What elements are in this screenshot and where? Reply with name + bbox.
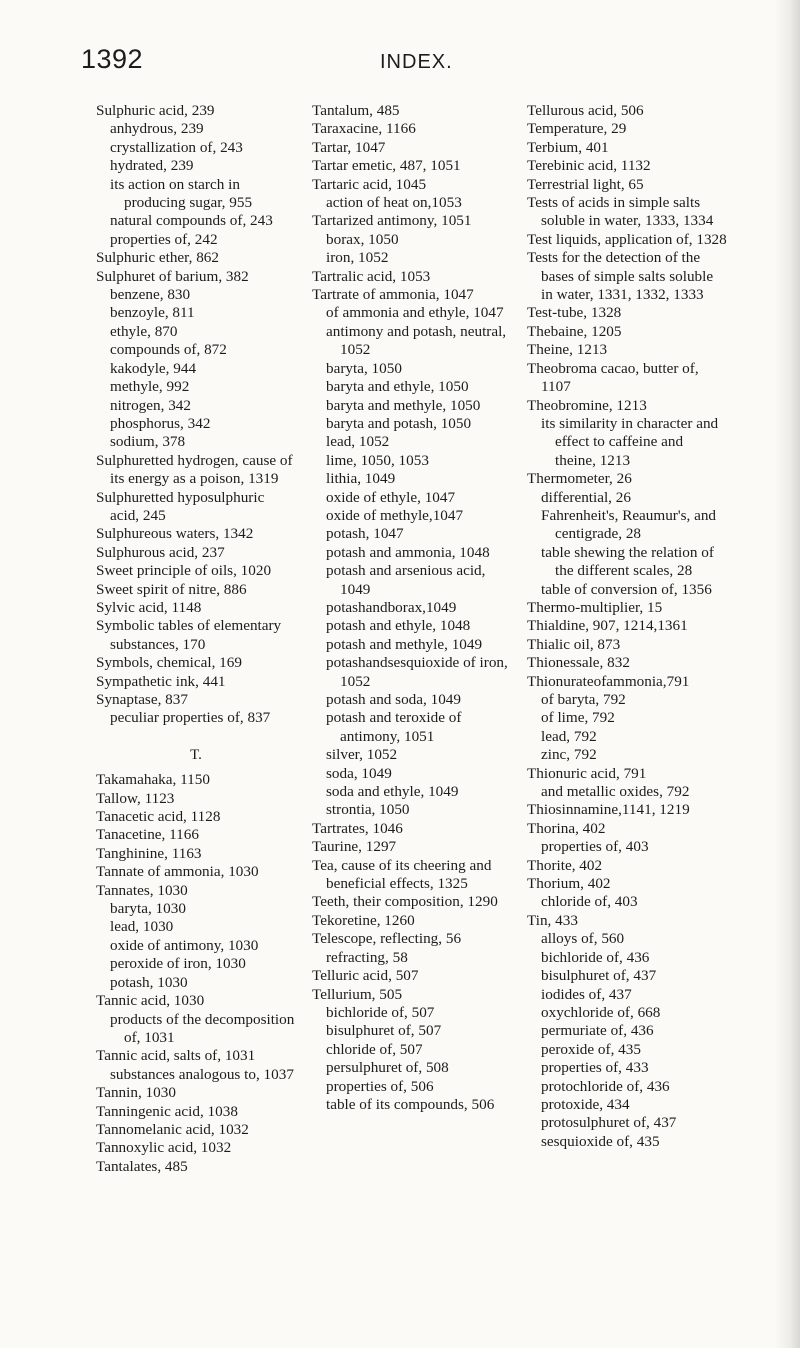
index-subentry: permuriate of, 436 — [541, 1022, 654, 1040]
index-subentry: sesquioxide of, 435 — [541, 1132, 660, 1150]
index-subentry: baryta and ethyle, 1050 — [326, 378, 469, 396]
index-subentry: potashandsesquioxide of iron, 1052 — [326, 654, 508, 690]
index-subentry: properties of, 506 — [326, 1077, 434, 1095]
index-column-2 — [312, 102, 510, 1114]
index-subentry: peroxide of, 435 — [541, 1040, 641, 1058]
index-subentry: baryta, 1050 — [326, 359, 402, 377]
index-subentry: of lime, 792 — [541, 709, 615, 727]
index-entry: Teeth, their composition, 1290 — [312, 893, 498, 911]
index-subentry: potash, 1030 — [110, 973, 188, 991]
index-entry: Tartrate of ammonia, 1047 — [312, 286, 474, 304]
index-subentry: protochloride of, 436 — [541, 1077, 670, 1095]
index-subentry: lead, 792 — [541, 727, 597, 745]
index-subentry: baryta, 1030 — [110, 900, 186, 918]
index-entry: Thebaine, 1205 — [527, 322, 622, 340]
index-subentry: oxide of ethyle, 1047 — [326, 488, 456, 506]
index-entry: Thermo-multiplier, 15 — [527, 598, 663, 616]
index-subentry: action of heat on,1053 — [326, 194, 462, 212]
index-entry: Tantalum, 485 — [312, 102, 400, 119]
index-entry: Tellurium, 505 — [312, 985, 403, 1003]
index-entry: Thorium, 402 — [527, 875, 611, 893]
index-entry: Tartralic acid, 1053 — [312, 267, 431, 285]
index-subentry: protoxide, 434 — [541, 1095, 630, 1113]
index-subentry: antimony and potash, neutral, 1052 — [326, 322, 507, 359]
index-entry: Sulphuric acid, 239 — [96, 102, 215, 119]
index-subentry: products of the decomposition of, 1031 — [110, 1010, 295, 1046]
index-subentry: anhydrous, 239 — [110, 120, 204, 138]
index-subentry: of baryta, 792 — [541, 691, 626, 708]
index-entry: Sulphuret of barium, 382 — [96, 267, 249, 285]
index-entry: Taurine, 1297 — [312, 838, 397, 856]
index-entry: Thiosinnamine,1141, 1219 — [527, 801, 690, 819]
index-entry: Terrestrial light, 65 — [527, 175, 644, 193]
index-subentry: bisulphuret of, 507 — [326, 1022, 442, 1040]
index-entry: Tartar, 1047 — [312, 138, 386, 156]
index-subentry: compounds of, 872 — [110, 341, 227, 359]
index-entry: Taraxacine, 1166 — [312, 120, 416, 138]
index-subentry: chloride of, 507 — [326, 1040, 423, 1058]
index-entry: Test liquids, application of, 1328 — [527, 230, 727, 248]
index-entry: Tannic acid, 1030 — [96, 992, 205, 1010]
index-entry: Test-tube, 1328 — [527, 304, 622, 322]
index-entry: Tanacetic acid, 1128 — [96, 808, 221, 826]
index-subentry: bichloride of, 436 — [541, 948, 650, 966]
index-subentry: potash and ethyle, 1048 — [326, 617, 471, 635]
index-subentry: oxychloride of, 668 — [541, 1003, 661, 1021]
index-subentry: bisulphuret of, 437 — [541, 967, 657, 985]
index-entry: Terbium, 401 — [527, 138, 609, 156]
index-column-3 — [527, 102, 727, 1151]
index-entry: Tea, cause of its cheering and beneficial effects, 1325 — [312, 856, 492, 893]
index-subentry: ethyle, 870 — [110, 322, 178, 340]
index-entry: Terebinic acid, 1132 — [527, 157, 651, 175]
index-subentry: soda and ethyle, 1049 — [326, 783, 459, 801]
index-subentry: Fahrenheit's, Reaumur's, and centigrade, 28 — [541, 506, 717, 543]
index-subentry: crystallization of, 243 — [110, 138, 243, 156]
index-entry: Symbolic tables of elementary substances, 170 — [96, 617, 282, 653]
index-entry: Tests of acids in simple salts soluble in water, 1333, 1334 — [527, 194, 714, 230]
index-subentry: potash and teroxide of antimony, 1051 — [326, 709, 462, 745]
index-subentry: of ammonia and ethyle, 1047 — [326, 304, 504, 322]
index-subentry: its similarity in character and effect to caffeine and theine, 1213 — [541, 414, 719, 469]
index-entry: Thialic oil, 873 — [527, 635, 621, 653]
index-entry: Tannates, 1030 — [96, 881, 188, 899]
index-entry: Tantalates, 485 — [96, 1157, 188, 1175]
index-subentry: benzene, 830 — [110, 286, 191, 304]
index-subentry: refracting, 58 — [326, 948, 408, 966]
index-entry: Telluric acid, 507 — [312, 967, 419, 985]
index-entry: Tannomelanic acid, 1032 — [96, 1120, 249, 1138]
index-subentry: differential, 26 — [541, 488, 631, 506]
index-entry: Telescope, reflecting, 56 — [312, 930, 462, 948]
index-entry: Sweet spirit of nitre, 886 — [96, 580, 247, 598]
index-entry: Tannoxylic acid, 1032 — [96, 1139, 232, 1157]
index-subentry: properties of, 242 — [110, 230, 218, 248]
index-subentry: lead, 1030 — [110, 918, 174, 936]
index-subentry: potash and soda, 1049 — [326, 691, 461, 708]
index-subentry: properties of, 433 — [541, 1059, 649, 1077]
index-subentry: table shewing the relation of the different scales, 28 — [541, 543, 714, 580]
index-subentry: benzoyle, 811 — [110, 304, 195, 322]
index-entry: Tallow, 1123 — [96, 789, 175, 807]
index-entry: Sulphureous waters, 1342 — [96, 525, 254, 543]
index-subentry: peroxide of iron, 1030 — [110, 955, 246, 973]
index-entry: Tartar emetic, 487, 1051 — [312, 157, 461, 175]
index-entry: Theobroma cacao, butter of, 1107 — [527, 359, 699, 396]
index-column-1 — [96, 102, 296, 1176]
index-subentry: chloride of, 403 — [541, 893, 638, 911]
index-entry: Sweet principle of oils, 1020 — [96, 562, 272, 580]
index-entry: Thionurateofammonia,791 — [527, 672, 690, 690]
index-subentry: alloys of, 560 — [541, 930, 625, 948]
index-subentry: substances analogous to, 1037 — [110, 1065, 294, 1083]
index-subentry: baryta and potash, 1050 — [326, 414, 472, 432]
index-entry: Tanacetine, 1166 — [96, 826, 199, 844]
index-subentry: table of its compounds, 506 — [326, 1095, 495, 1113]
index-entry: Takamahaka, 1150 — [96, 771, 210, 789]
index-entry: Tartarized antimony, 1051 — [312, 212, 472, 230]
index-entry: Tin, 433 — [527, 911, 578, 929]
index-entry: Theobromine, 1213 — [527, 396, 647, 414]
index-subentry: borax, 1050 — [326, 230, 399, 248]
index-entry: Thialdine, 907, 1214,1361 — [527, 617, 688, 635]
index-subentry: nitrogen, 342 — [110, 396, 191, 414]
index-subentry: natural compounds of, 243 — [110, 212, 273, 230]
index-subentry: bichloride of, 507 — [326, 1003, 435, 1021]
index-subentry: potash and arsenious acid, 1049 — [326, 562, 486, 598]
index-subentry: oxide of antimony, 1030 — [110, 936, 259, 954]
index-subentry: its action on starch in producing sugar, 955 — [110, 175, 253, 212]
page-number: 1392 — [81, 44, 144, 74]
index-entry: Tellurous acid, 506 — [527, 102, 644, 119]
running-head: INDEX. — [380, 51, 453, 73]
index-entry: Synaptase, 837 — [96, 691, 188, 708]
index-entry: Thionuric acid, 791 — [527, 764, 647, 782]
index-entry: Symbols, chemical, 169 — [96, 654, 242, 672]
index-entry: Sympathetic ink, 441 — [96, 672, 226, 690]
index-subentry: iodides of, 437 — [541, 985, 632, 1003]
section-letter-heading: T. — [190, 746, 202, 763]
index-entry: Tanningenic acid, 1038 — [96, 1102, 238, 1120]
index-subentry: iron, 1052 — [326, 249, 389, 267]
index-subentry: potash and methyle, 1049 — [326, 635, 483, 653]
index-subentry: strontia, 1050 — [326, 801, 410, 819]
index-subentry: properties of, 403 — [541, 838, 649, 856]
index-subentry: methyle, 992 — [110, 378, 190, 396]
index-entry: Tartaric acid, 1045 — [312, 175, 427, 193]
index-entry: Sulphuric ether, 862 — [96, 249, 219, 267]
index-entry: Thorina, 402 — [527, 819, 606, 837]
index-entry: Thermometer, 26 — [527, 470, 632, 488]
index-subentry: lime, 1050, 1053 — [326, 451, 429, 469]
index-subentry: zinc, 792 — [541, 746, 597, 764]
index-entry: Tannate of ammonia, 1030 — [96, 863, 259, 881]
index-subentry: sodium, 378 — [110, 433, 186, 451]
index-entry: Sulphuretted hyposulphuric acid, 245 — [96, 488, 265, 524]
index-entry: Thorite, 402 — [527, 856, 603, 874]
page-edge-shadow — [774, 0, 800, 1348]
index-entry: Tekoretine, 1260 — [312, 911, 415, 929]
index-entry: Theine, 1213 — [527, 341, 608, 359]
index-entry: Sulphurous acid, 237 — [96, 543, 225, 561]
index-subentry: potash, 1047 — [326, 525, 404, 543]
index-entry: Tartrates, 1046 — [312, 819, 403, 837]
index-entry: Tannin, 1030 — [96, 1084, 176, 1102]
index-subentry: potash and ammonia, 1048 — [326, 543, 490, 561]
index-subentry: potashandborax,1049 — [326, 598, 457, 616]
index-entry: Temperature, 29 — [527, 120, 627, 138]
index-subentry: kakodyle, 944 — [110, 359, 197, 377]
index-subentry: hydrated, 239 — [110, 157, 194, 175]
index-entry: Sulphuretted hydrogen, cause of its energy as a poison, 1319 — [96, 451, 293, 488]
index-entry: Tannic acid, salts of, 1031 — [96, 1047, 256, 1065]
index-entry: Thionessale, 832 — [527, 654, 630, 672]
index-subentry: silver, 1052 — [326, 746, 398, 764]
index-subentry: table of conversion of, 1356 — [541, 580, 712, 598]
index-subentry: and metallic oxides, 792 — [541, 783, 690, 801]
index-entry: Sylvic acid, 1148 — [96, 598, 202, 616]
index-subentry: baryta and methyle, 1050 — [326, 396, 481, 414]
index-subentry: peculiar properties of, 837 — [110, 709, 271, 727]
index-subentry: lithia, 1049 — [326, 470, 396, 488]
index-entry: Tanghinine, 1163 — [96, 844, 202, 862]
index-subentry: lead, 1052 — [326, 433, 390, 451]
index-entry: Tests for the detection of the bases of simple salts soluble in water, 1331, 1332, 1333 — [527, 249, 714, 304]
index-subentry: protosulphuret of, 437 — [541, 1114, 677, 1132]
index-subentry: phosphorus, 342 — [110, 414, 211, 432]
index-subentry: soda, 1049 — [326, 764, 392, 782]
index-subentry: persulphuret of, 508 — [326, 1059, 449, 1077]
index-subentry: oxide of methyle,1047 — [326, 506, 464, 524]
